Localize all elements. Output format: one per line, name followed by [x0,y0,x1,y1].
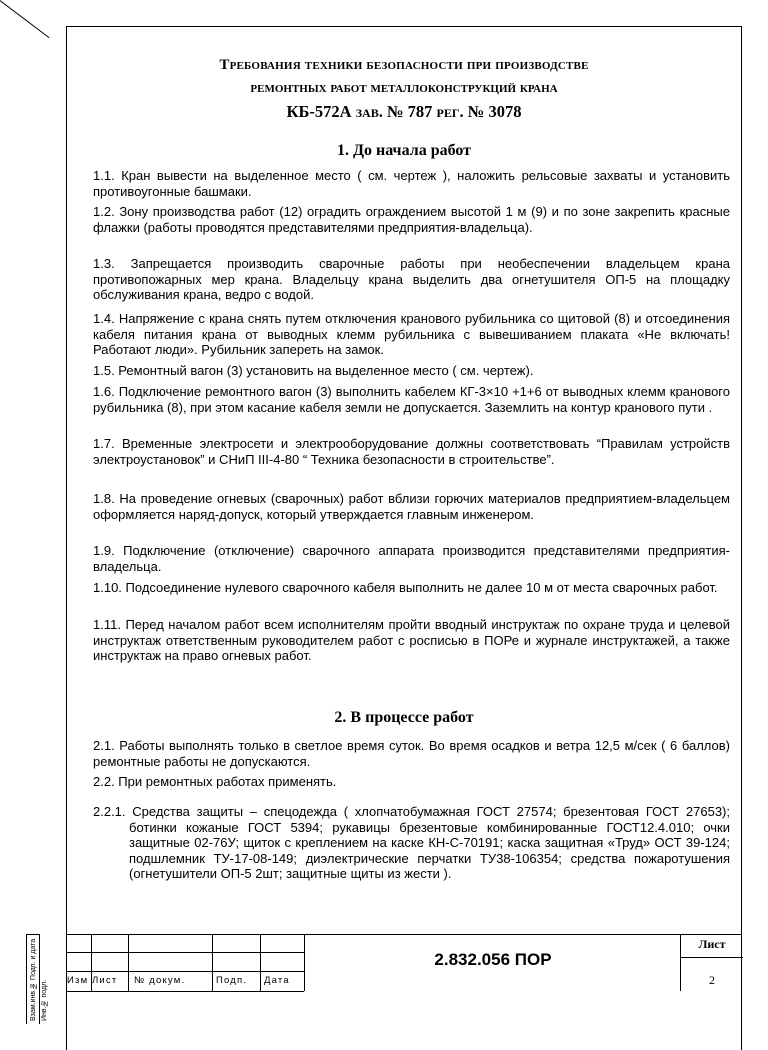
list-item: 1.4. Напряжение с крана снять путем отключения кранового рубильника со щитовой (8) и отсоединения кабеля питания крана от выводных клемм рубильника с вывешиванием плаката «Не включать! Работают люди». Рубильник запереть на замок. [93,311,730,357]
zav-label: зав. [355,102,383,121]
list-item: 1.6. Подключение ремонтного вагон (3) выполнить кабелем КГ-3×10 +1+6 от выводных клемм кранового рубильника (8), при этом касание кабеля земли не допускается. Заземлить на контур кранового пути . [93,384,730,415]
reg-label: рег. [436,102,464,121]
doc-title-line-3 [66,102,742,122]
reg-number: № 3078 [463,102,522,121]
sheet-label: Лист [698,937,726,951]
list-item: 1.9. Подключение (отключение) сварочного аппарата производится представителями предприятия-владельца. [93,543,730,574]
doc-title-line-2: ремонтных работ металлоконструкций крана [250,80,558,96]
col-doc-number: № докум. [134,975,186,986]
zav-number: № 787 [382,102,437,121]
list-item: 1.11. Перед началом работ всем исполнителям пройти вводный инструктаж по охране труда и целевой инструктаж ответственным руководителем работ с росписью в ПОРе и журнале инструктажей, а также инструктаж на право огневых работ. [93,617,730,663]
doc-code: 2.832.056 ПОР [434,950,552,969]
col-izm: Изм [67,975,89,986]
list-item: 1.5. Ремонтный вагон (3) установить на выделенное место ( см. чертеж). [93,363,534,378]
list-item: 2.2. При ремонтных работах применять. [93,774,337,789]
list-item: 2.1. Работы выполнять только в светлое время суток. Во время осадков и ветра 12,5 м/сек ( 6 баллов) ремонтные работы не допускаются. [93,738,730,769]
revision-grid [66,935,304,991]
col-signature: Подп. [216,975,248,986]
sheet-cell [680,935,743,991]
col-list: Лист [92,975,118,986]
section-1-list [93,168,730,681]
list-item: 1.1. Кран вывести на выделенное место ( см. чертеж ), наложить рельсовые захваты и установить противоугонные башмаки. [93,168,730,199]
section-1-heading: 1. До начала работ [336,142,472,159]
doc-code-cell [304,935,681,991]
sheet-number: 2 [709,973,715,987]
crane-model: КБ-572А [286,102,356,121]
list-item: 1.3. Запрещается производить сварочные работы при необеспечении владельцем крана противопожарных мер крана. Владельцу крана выделить два огнетушителя ОП-5 на площадку обслуживания крана, ведро с водой. [93,256,730,302]
col-date: Дата [264,975,290,986]
list-item: 1.2. Зону производства работ (12) оградить ограждением высотой 1 м (9) и по зоне закрепить красные флажки (работы проводятся представителями предприятия-владельца). [93,204,730,235]
title-block [66,934,742,1025]
doc-title-line-1: Требования техники безопасности при производстве [219,57,589,73]
side-stamp-strip [26,934,48,1024]
list-item: 1.7. Временные электросети и электрооборудование должны соответствовать “Правилам устройств электроустановок” и СНиП III-4-80 “ Техника безопасности в строительстве”. [93,436,730,467]
list-item: 1.10. Подсоединение нулевого сварочного кабеля выполнить не далее 10 м от места сварочных работ. [93,580,718,595]
corner-diagonal-line [0,0,50,38]
section-2-list [93,738,730,882]
side-stamp-text: Взам.инв.№ Подп. и дата Инв.№ подл. [30,938,48,1021]
list-item: 1.8. На проведение огневых (сварочных) работ вблизи горючих материалов предприятием-владельцем оформляется наряд-допуск, который утверждается главным инженером. [93,491,730,522]
list-item: 2.2.1. Средства защиты – спецодежда ( хлопчатобумажная ГОСТ 27574; брезентовая ГОСТ 27653); ботинки кожаные ГОСТ 5394; рукавицы брезентовые комбинированные ГОСТ12.4.010; очки защитные 02-76У; щиток с креплением на каске КН-С-70191; каска защитная «Труд» ОСТ 39-124; подшлемник ТУ-17-08-149; диэлектрические перчатки ТУ38-106354; средства пожаротушения (огнетушители ОП-5 2шт; защитные щиты из жести ). [93,804,730,881]
section-2-heading: 2. В процессе работ [334,709,474,726]
